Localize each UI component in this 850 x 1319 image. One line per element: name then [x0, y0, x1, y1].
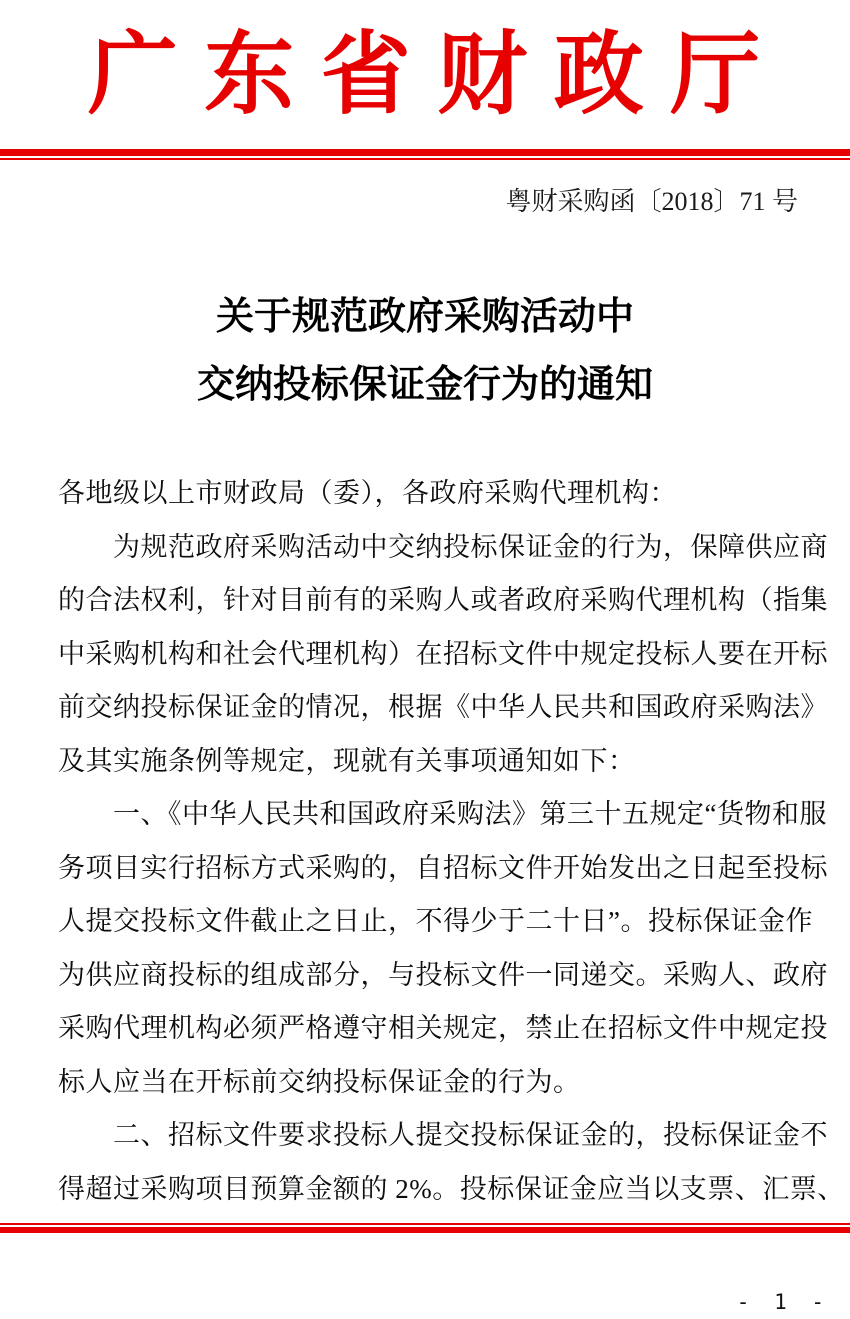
body-line: 务项目实行招标方式采购的，自招标文件开始发出之日起至投标: [58, 852, 828, 883]
body-line-salutation: 各地级以上市财政局（委），各政府采购代理机构：: [58, 478, 677, 508]
body-line: 及其实施条例等规定，现就有关事项通知如下：: [58, 745, 636, 776]
body-line: 采购代理机构必须严格遵守相关规定，禁止在招标文件中规定投: [58, 1013, 828, 1043]
header-separator-thick-line: [0, 149, 850, 156]
document-body: [58, 467, 845, 1216]
body-line: 的合法权利，针对目前有的采购人或者政府采购代理机构（指集: [58, 585, 828, 615]
document-title-line-2: 交纳投标保证金行为的通知: [196, 364, 653, 406]
document-title: [0, 283, 850, 419]
body-line: 为规范政府采购活动中交纳投标保证金的行为，保障供应商: [58, 531, 828, 562]
header-separator-thin-line: [0, 158, 850, 160]
body-line-item-one: 一、《中华人民共和国政府采购法》第三十五规定“货物和服: [58, 799, 827, 829]
header-separator: [0, 149, 850, 160]
body-line: 为供应商投标的组成部分，与投标文件一同递交。采购人、政府: [58, 959, 828, 990]
body-line: 人提交投标文件截止之日止，不得少于二十日”。投标保证金作: [58, 906, 813, 936]
document-reference-number: 粤财采购函〔2018〕71 号: [505, 187, 798, 216]
body-line: 前交纳投标保证金的情况，根据《中华人民共和国政府采购法》: [58, 692, 828, 722]
document-title-line-1: 关于规范政府采购活动中: [215, 296, 634, 338]
body-line: 标人应当在开标前交纳投标保证金的行为。: [58, 1066, 581, 1097]
body-line: 得超过采购项目预算金额的 2%。投标保证金应当以支票、汇票、: [58, 1173, 845, 1204]
body-line: 中采购机构和社会代理机构）在招标文件中规定投标人要在开标: [58, 638, 828, 669]
letterhead-agency-name: 广 东 省 财 政 厅: [87, 26, 763, 125]
body-line-item-two: 二、招标文件要求投标人提交投标保证金的，投标保证金不: [58, 1120, 828, 1150]
footer-separator-thick-line: [0, 1227, 850, 1233]
page-number: - 1 -: [736, 1290, 830, 1314]
footer-separator: [0, 1223, 850, 1233]
